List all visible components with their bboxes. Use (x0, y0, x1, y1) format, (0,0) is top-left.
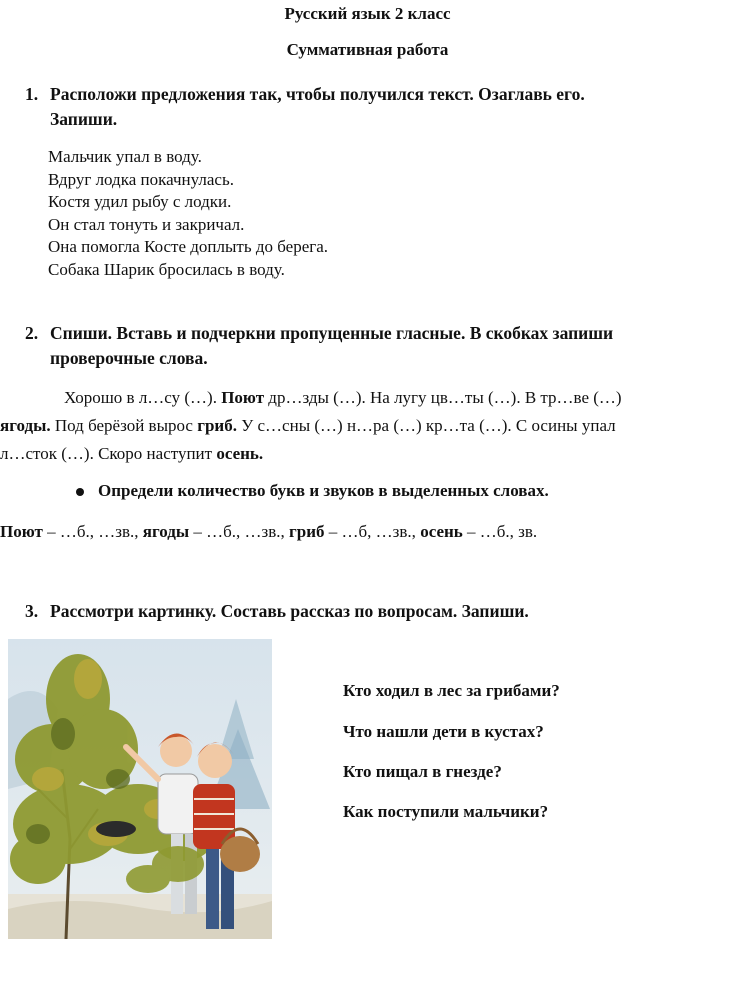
highlighted-word: гриб. (197, 416, 237, 435)
answer-blank: – …б, …зв., (324, 522, 421, 541)
sentence: Вдруг лодка покачнулась. (48, 169, 234, 189)
task-3-line-1: Рассмотри картинку. Составь рассказ по вопросам. Запиши. (50, 601, 529, 621)
task-2-text-line-2 (0, 412, 735, 440)
task-2-number: 2. (25, 323, 39, 343)
page-title: Русский язык 2 класс (284, 4, 451, 23)
text-fragment: Хорошо в л…су (…). (64, 388, 222, 407)
answer-word: ягоды (142, 522, 190, 541)
task-1-line-2: Запиши. (50, 109, 118, 129)
highlighted-word: ягоды. (0, 416, 51, 435)
task-3-number: 3. (25, 601, 39, 621)
sentence: Она помогла Косте доплыть до берега. (48, 237, 329, 256)
highlighted-word: осень. (216, 444, 264, 463)
question: Как поступили мальчики? (343, 802, 549, 821)
task-2-line-2: проверочные слова. (50, 348, 208, 368)
question: Кто пищал в гнезде? (343, 762, 502, 781)
text-fragment: У с…сны (…) н…ра (…) кр…та (…). С осины упал (236, 416, 616, 435)
answer-blank: – …б., …зв., (189, 522, 290, 541)
question: Что нашли дети в кустах? (343, 722, 544, 741)
task-2-answer-line (0, 518, 735, 546)
task-2-bullet: Определи количество букв и звуков в выделенных словах. (98, 481, 549, 500)
answer-blank: – …б., …зв., (42, 522, 143, 541)
question: Кто ходил в лес за грибами? (343, 681, 560, 700)
text-fragment: л…сток (…). Скоро наступит (0, 444, 217, 463)
sentence: Он стал тонуть и закричал. (48, 214, 245, 234)
task-2-text-line-1 (0, 384, 735, 412)
sentence: Собака Шарик бросилась в воду. (48, 259, 285, 279)
task-2-text-line-3 (0, 440, 735, 468)
answer-word: гриб (289, 522, 325, 541)
text-fragment: Под берёзой вырос (50, 416, 198, 435)
sentence: Мальчик упал в воду. (48, 147, 202, 166)
highlighted-word: Поют (221, 388, 265, 407)
task-2-line-1: Спиши. Вставь и подчеркни пропущенные гласные. В скобках запиши (50, 323, 614, 343)
text-fragment: др…зды (…). На лугу цв…ты (…). В тр…ве (…) (264, 388, 622, 407)
task-1-line-1: Расположи предложения так, чтобы получился текст. Озаглавь его. (50, 84, 585, 104)
sentence: Костя удил рыбу с лодки. (48, 192, 232, 211)
bullet-icon (76, 488, 84, 496)
task-1-number: 1. (25, 84, 39, 104)
answer-word: осень (420, 522, 463, 541)
answer-word: Поют (0, 522, 43, 541)
boys-and-bush-illustration (8, 639, 272, 939)
page-subtitle: Суммативная работа (286, 40, 449, 59)
answer-blank: – …б., зв. (462, 522, 538, 541)
